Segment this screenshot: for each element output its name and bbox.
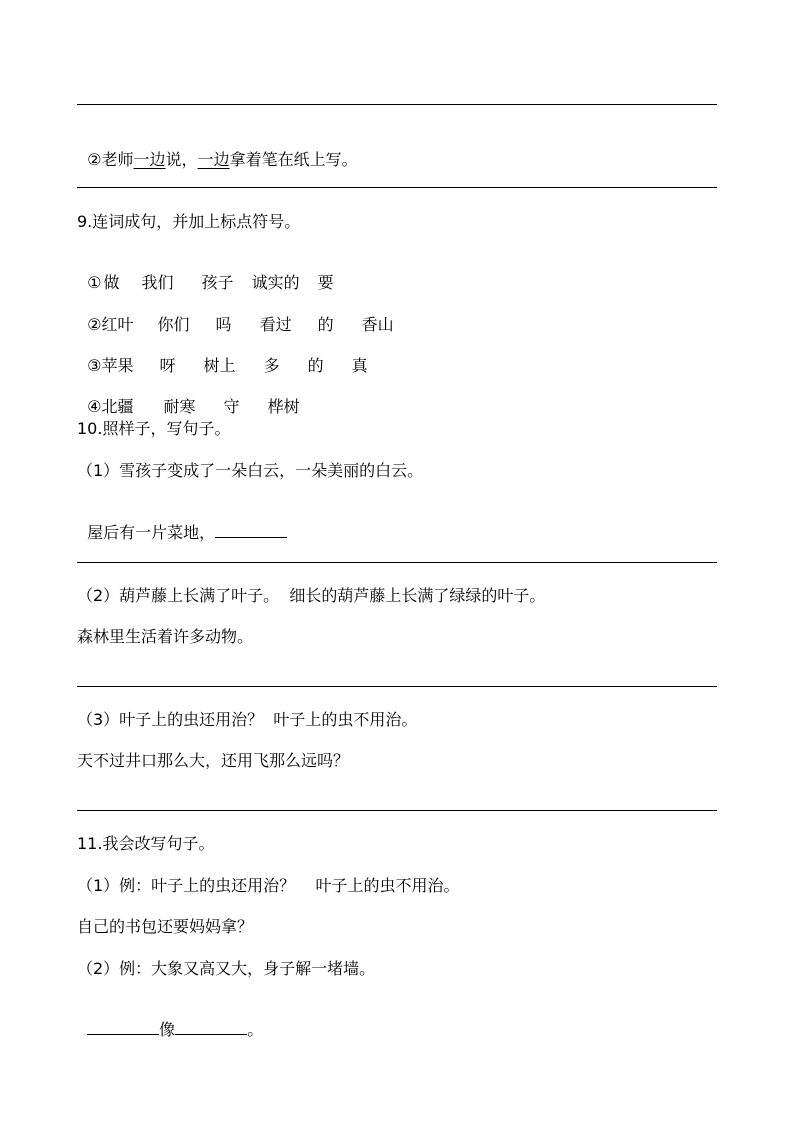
word: 桦树 (267, 397, 300, 416)
q9-row-1 (77, 253, 334, 293)
q10-example-2: （2）葫芦藤上长满了叶子。 细长的葫芦藤上长满了绿绿的叶子。 (77, 586, 546, 605)
word: 的 (317, 315, 334, 334)
item-number: ② (87, 315, 102, 334)
word: 要 (317, 273, 334, 292)
word: 耐寒 (163, 397, 196, 416)
q10-task-3: 天不过井口那么大，还用飞那么远吗？ (77, 751, 350, 770)
item-number: ② (87, 150, 102, 169)
q9-row-3 (77, 336, 368, 376)
fill-blank[interactable] (215, 523, 287, 538)
item-number: ④ (87, 397, 102, 416)
word: 我们 (141, 273, 174, 292)
q11-example-2: （2）例：大象又高又大，身子解一堵墙。 (77, 959, 376, 978)
word: 孩子 (201, 273, 234, 292)
word: 诚实的 (251, 273, 300, 292)
fill-blank[interactable] (175, 1020, 247, 1035)
q10-task-2: 森林里生活着许多动物。 (77, 627, 254, 646)
word: 苹果 (101, 356, 134, 375)
answer-line[interactable] (77, 562, 717, 563)
text: 拿着笔在纸上写。 (229, 150, 358, 169)
word: 多 (263, 356, 280, 375)
answer-line[interactable] (77, 686, 717, 687)
underlined-word: 一边 (133, 150, 166, 169)
word: 的 (307, 356, 324, 375)
answer-line (77, 104, 717, 105)
end-punctuation: 。 (247, 1020, 264, 1039)
q9-row-2 (77, 295, 394, 335)
word: 北疆 (101, 397, 134, 416)
word: 守 (223, 397, 240, 416)
q11-title: 11.我会改写句子。 (77, 834, 215, 853)
text: 说， (165, 150, 198, 169)
q9-title: 9.连词成句，并加上标点符号。 (77, 212, 301, 231)
q8-item-2 (77, 130, 358, 170)
word: 红叶 (101, 315, 134, 334)
item-number: ① (87, 273, 102, 292)
prompt-text: 屋后有一片菜地， (87, 523, 216, 542)
word: 你们 (157, 315, 190, 334)
word: 香山 (361, 315, 394, 334)
q10-title: 10.照样子，写句子。 (77, 419, 231, 438)
q10-task-1 (77, 503, 287, 543)
q11-example-1: （1）例：叶子上的虫还用治？ 叶子上的虫不用治。 (77, 876, 460, 895)
connector-text: 像 (159, 1020, 176, 1039)
q10-example-3: （3）叶子上的虫还用治？ 叶子上的虫不用治。 (77, 710, 418, 729)
word: 吗 (215, 315, 232, 334)
word: 树上 (203, 356, 236, 375)
item-number: ③ (87, 356, 102, 375)
fill-blank[interactable] (87, 1020, 159, 1035)
q11-task-1: 自己的书包还要妈妈拿？ (77, 917, 254, 936)
q10-example-1: （1）雪孩子变成了一朵白云，一朵美丽的白云。 (77, 461, 424, 480)
word: 做 (103, 273, 120, 292)
answer-line (77, 187, 717, 188)
word: 真 (351, 356, 368, 375)
word: 看过 (259, 315, 292, 334)
text: 老师 (101, 150, 134, 169)
underlined-word: 一边 (197, 150, 230, 169)
answer-line[interactable] (77, 810, 717, 811)
q9-row-4 (77, 377, 300, 417)
word: 呀 (159, 356, 176, 375)
q11-task-2 (77, 1000, 263, 1040)
